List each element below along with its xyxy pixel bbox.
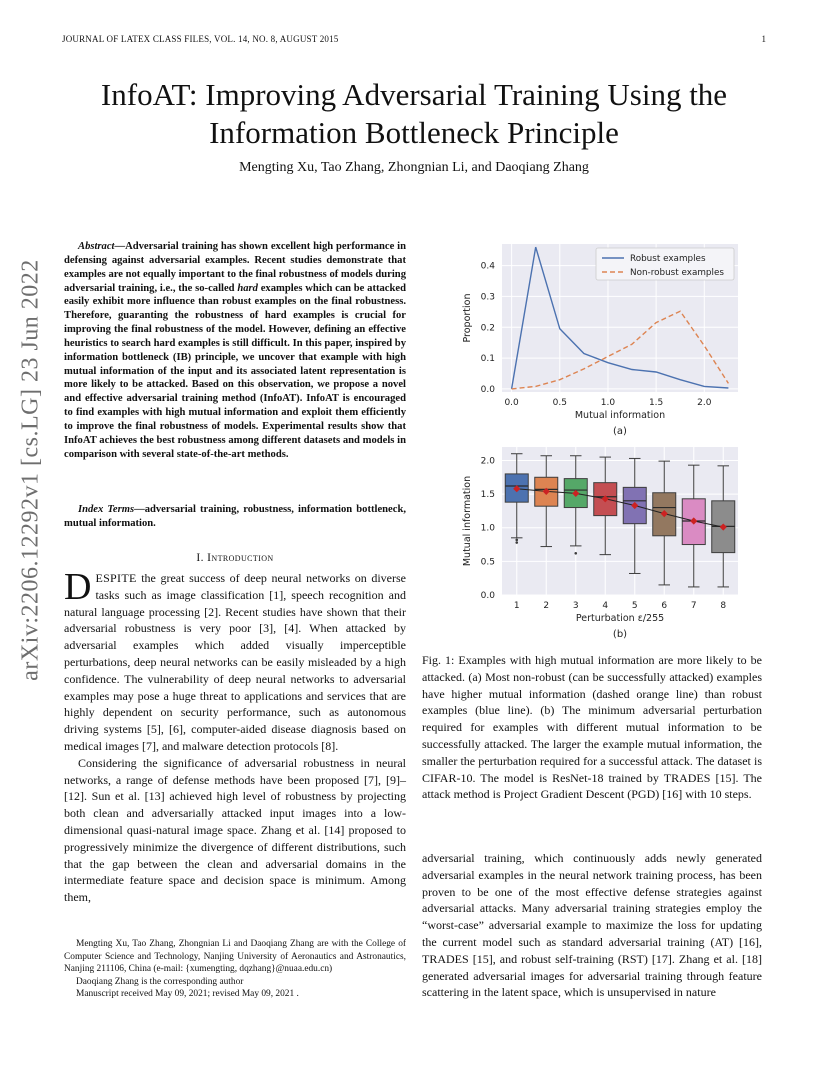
- x-tick-label-a: 0.5: [552, 398, 567, 408]
- x-axis-label-b: Perturbation ε/255: [575, 613, 665, 624]
- y-axis-label-a: Proportion: [462, 293, 473, 343]
- abstract-lead: Abstract: [78, 241, 115, 252]
- author-list: Mengting Xu, Tao Zhang, Zhongnian Li, and Daoqiang Zhang: [239, 160, 589, 175]
- y-tick-label-b: 2.0: [480, 456, 495, 467]
- paper-title: [0, 76, 828, 152]
- intro-first-word: ESPITE: [95, 571, 137, 585]
- x-tick-label-a: 2.0: [697, 398, 712, 408]
- x-tick-label-b: 7: [690, 601, 697, 611]
- section-title: I. Introduction: [196, 552, 274, 564]
- y-tick-label-a: 0.1: [480, 354, 495, 365]
- legend-label-0: Robust examples: [630, 254, 706, 264]
- footnote-corresponding: Daoqiang Zhang is the corresponding author: [76, 976, 244, 987]
- right-column-body: adversarial training, which continuously adds newly generated adversarial examples in the neural network training process, has been proven to be one of the most effective defense strategies against adversarial attacks. Many adversarial training strategies employ the “worst-case” adversarial example to maximize the loss for updating the current model such as standard adversarial training (AT) [16], TRADES [15], and robust self-training (RST) [17]. Zhang et al. [18] generated adversarial images for adversarial training through feature scattering in the latent space, which is unsupervised in nature: [422, 851, 762, 1000]
- x-tick-label-b: 6: [661, 601, 668, 611]
- x-tick-label-b: 4: [602, 601, 609, 611]
- y-tick-label-a: 0.4: [480, 261, 495, 272]
- abstract-emphasis: hard: [237, 282, 258, 294]
- section-heading: [64, 552, 406, 564]
- x-tick-label-a: 1.0: [600, 398, 616, 408]
- x-tick-label-b: 2: [543, 601, 550, 611]
- index-terms-lead: Index Terms: [78, 504, 135, 515]
- abstract-text-2: examples which can be attacked easily exhibit more influence than robust examples on the final robustness. Therefore, guaranting the robustness of hard examples is crucial for improving the final robustness of the model. However, defining an effective heuristics to search hard examples is still difficult. In this paper, inspired by information bottleneck (IB) principle, we uncover that example with high mutual information of the input and its associated latent representation is more likely to be attacked. Based on this observation, we propose a novel and effective adversarial training method (InfoAT). InfoAT is encouraged to find examples with high mutual information and exploit them efficiently to improve the final robustness of models. Experimental results show that InfoAT achieves the best robustness among different datasets and models in comparison with several state-of-the-art methods.: [64, 282, 406, 460]
- x-tick-label-b: 8: [720, 601, 727, 611]
- figure-caption: Fig. 1: Examples with high mutual information are more likely to be attacked. (a) Most non-robust (can be successfully attacked) examples have higher mutual information (dashed orange line) than robust examples (blue line). (b) The minimum adversarial perturbation required for examples with different mutual information to be successfully attacked. The larger the example mutual information, the smaller the perturbation required for a successful attack. The dataset is CIFAR-10. The model is ResNet-18 trained by TRADES [15]. The attack method is Project Gradient Descent (PGD) [16] with 10 steps.: [422, 653, 762, 802]
- y-tick-label-b: 0.5: [480, 557, 495, 568]
- y-tick-label-b: 1.5: [480, 490, 495, 501]
- y-axis-label-b: Mutual information: [462, 475, 473, 567]
- y-tick-label-a: 0.0: [480, 384, 495, 395]
- abstract-text-1: —Adversarial training has shown excellent high performance in defensing against adversarial examples. Recent studies demonstrate that examples are not equally important to the final robustness of models during adversarial training, i.e., the so-called: [64, 241, 406, 294]
- intro-paragraph-1-text: the great success of deep neural networks on diverse tasks such as image classification [1], speech recognition and natural language processing [2]. Recent studies have shown that their adversarial robustness is very poor [3], [4]. When attacked by adversarial examples which added visually imperceptible perturbations, deep neural networks can be easily misleaded by a high confidence. The vulnerability of deep neural networks to adversarial examples may pose a huge threat to applications and services that are highly dependent on security performance, such as autonomous driving systems [5], [6], computer-aided disease diagnosis based on medical images [7], and malware detection protocols [8].: [64, 571, 406, 753]
- x-axis-label-a: Mutual information: [574, 410, 666, 421]
- x-tick-label-b: 5: [631, 601, 638, 611]
- y-tick-label-a: 0.3: [480, 292, 495, 303]
- arxiv-id: arXiv:2206.12292v1 [cs.LG] 23 Jun 2022: [17, 259, 44, 681]
- y-tick-label-b: 0.0: [480, 591, 495, 601]
- footnote: [64, 938, 406, 1001]
- title-line-2: Information Bottleneck Principle: [209, 115, 619, 150]
- legend-label-1: Non-robust examples: [630, 268, 724, 278]
- footnote-affiliation: Mengting Xu, Tao Zhang, Zhongnian Li and Daoqiang Zhang are with the College of Computer Science and Technology, Nanjing University of Aeronautics and Astronautics, Nanjing 211106, China (e-mail: {xumengting, dqzhang}@nuaa.edu.cn): [64, 939, 406, 975]
- x-tick-label-a: 1.5: [648, 398, 664, 408]
- subfigure-label-a: (a): [613, 426, 627, 437]
- intro-paragraph-1: [64, 566, 406, 755]
- figure-1-canvas: [422, 240, 762, 640]
- footnote-manuscript: Manuscript received May 09, 2021; revised May 09, 2021 .: [76, 989, 299, 1000]
- subfigure-label-b: (b): [612, 629, 628, 640]
- x-tick-label-a: 0.0: [504, 398, 519, 408]
- y-tick-label-a: 0.2: [480, 323, 495, 334]
- outlier-point: [515, 541, 518, 544]
- outlier-point: [515, 539, 518, 542]
- introduction-body: [64, 566, 406, 906]
- intro-paragraph-2: Considering the significance of adversarial robustness in neural networks, a range of defense methods have been proposed [7], [9]–[12]. Sun et al. [13] achieved high level of robustness by projecting both clean and adversarially attacked input images into a low-dimensional quasi-natural image space. Zhang et al. [14] proposed to progressively minimize the divergence of different distributions, such that the gap between the clean and adversarial domains in the intermediate feature space and decision space is minimum. Among them,: [64, 755, 406, 905]
- index-terms-text: —adversarial training, robustness, information bottleneck, mutual information.: [64, 504, 406, 529]
- arxiv-stamp: [14, 259, 48, 681]
- y-tick-label-b: 1.0: [480, 523, 495, 534]
- running-header: JOURNAL OF LATEX CLASS FILES, VOL. 14, NO. 8, AUGUST 2015: [62, 34, 339, 44]
- page-number: 1: [761, 34, 766, 44]
- outlier-point: [574, 552, 577, 555]
- abstract: [64, 240, 406, 462]
- x-tick-label-b: 1: [513, 601, 520, 611]
- drop-cap: D: [64, 566, 92, 608]
- legend-a: [596, 248, 734, 280]
- index-terms: [64, 503, 406, 531]
- figure-1: [422, 240, 762, 640]
- x-tick-label-b: 3: [572, 601, 579, 611]
- title-line-1: InfoAT: Improving Adversarial Training Using the: [100, 77, 728, 112]
